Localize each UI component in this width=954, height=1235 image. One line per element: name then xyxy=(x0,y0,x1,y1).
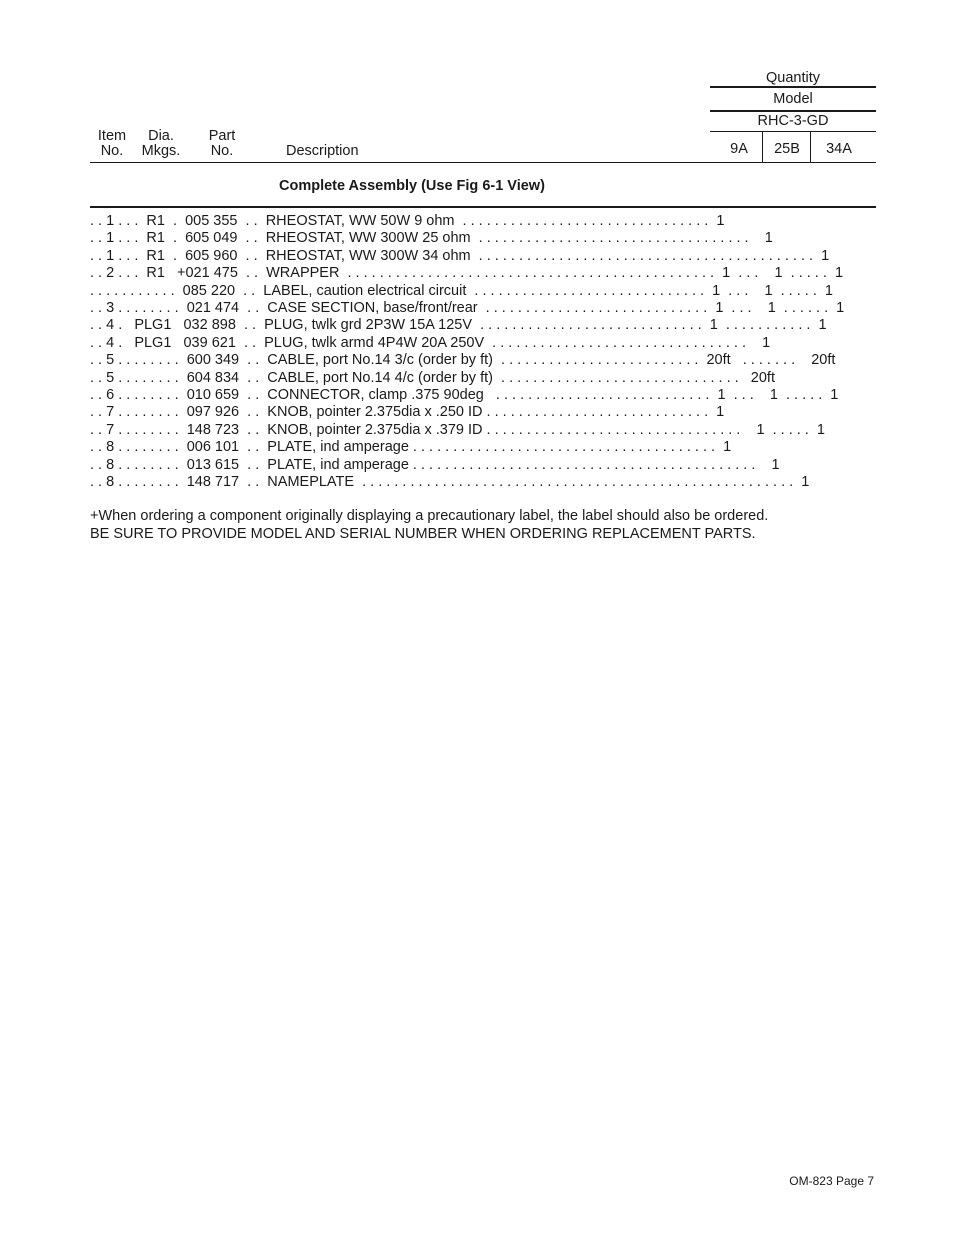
col-part-heading xyxy=(200,129,244,159)
col-item-line-1: Item xyxy=(97,128,127,144)
column-divider-1 xyxy=(762,132,763,162)
col-item-line-2: No. xyxy=(100,143,124,159)
precaution-note: +When ordering a component originally displaying a precautionary label, the label should also be ordered. xyxy=(90,508,769,524)
ordering-note: BE SURE TO PROVIDE MODEL AND SERIAL NUMBER WHEN ORDERING REPLACEMENT PARTS. xyxy=(90,526,756,542)
parts-row: . . 8 . . . . . . . . 148 717 . . NAMEPLATE . . . . . . . . . . . . . . . . . . . . . . . . . . . . . . . . . . . . . . . . . . . . . . . . . . . . . . 1 xyxy=(90,474,810,490)
col-dia-heading xyxy=(136,129,186,159)
page-footer: OM-823 Page 7 xyxy=(789,1174,874,1188)
col-item-heading xyxy=(92,129,132,159)
parts-row: . . 5 . . . . . . . . 600 349 . . CABLE, port No.14 3/c (order by ft) . . . . . . . . . . . . . . . . . . . . . . . . . 20ft . . . . . . . 20ft xyxy=(90,352,836,369)
header-rule-model xyxy=(710,110,876,112)
parts-row: . . 8 . . . . . . . . 013 615 . . PLATE, ind amperage . . . . . . . . . . . . . . . . . . . . . . . . . . . . . . . . . . . . . . . . . . . 1 xyxy=(90,456,780,473)
parts-row: . . 7 . . . . . . . . 148 723 . . KNOB, pointer 2.375dia x .379 ID . . . . . . . . . . . . . . . . . . . . . . . . . . . . . . . . 1 . . . . . 1 xyxy=(90,421,825,438)
parts-row: . . 1 . . . R1 . 605 960 . . RHEOSTAT, WW 300W 34 ohm . . . . . . . . . . . . . . . . . . . . . . . . . . . . . . . . . . . . . . . . . . 1 xyxy=(90,247,830,264)
col-dia-line-2: Mkgs. xyxy=(141,143,181,159)
column-divider-2 xyxy=(810,132,811,162)
quantity-heading: Quantity xyxy=(766,70,820,86)
section-title: Complete Assembly (Use Fig 6-1 View) xyxy=(279,178,545,194)
section-rule xyxy=(90,206,876,208)
parts-row: . . 4 . PLG1 032 898 . . PLUG, twlk grd 2P3W 15A 125V . . . . . . . . . . . . . . . . . . . . . . . . . . . . 1 . . . . . . . . . . . 1 xyxy=(90,317,827,334)
model-name: RHC-3-GD xyxy=(757,113,829,129)
header-rule-quantity xyxy=(710,86,876,88)
parts-row: . . 5 . . . . . . . . 604 834 . . CABLE, port No.14 4/c (order by ft) . . . . . . . . . . . . . . . . . . . . . . . . . . . . . . 20ft xyxy=(90,369,775,386)
parts-row: . . 1 . . . R1 . 005 355 . . RHEOSTAT, WW 50W 9 ohm . . . . . . . . . . . . . . . . . . . . . . . . . . . . . . . 1 xyxy=(90,213,725,229)
col-description-heading: Description xyxy=(286,143,359,159)
col-25b-heading: 25B xyxy=(774,141,800,157)
header-bottom-rule xyxy=(90,162,876,163)
parts-row: . . 8 . . . . . . . . 006 101 . . PLATE, ind amperage . . . . . . . . . . . . . . . . . . . . . . . . . . . . . . . . . . . . . . 1 xyxy=(90,439,732,456)
header-rule-model-name xyxy=(710,131,876,132)
parts-row: . . 6 . . . . . . . . 010 659 . . CONNECTOR, clamp .375 90deg . . . . . . . . . . . . . . . . . . . . . . . . . . . 1 . . . 1 . . . . . 1 xyxy=(90,387,839,403)
parts-row: . . 7 . . . . . . . . 097 926 . . KNOB, pointer 2.375dia x .250 ID . . . . . . . . . . . . . . . . . . . . . . . . . . . . 1 xyxy=(90,404,725,421)
col-dia-line-1: Dia. xyxy=(148,128,174,144)
parts-row: . . 3 . . . . . . . . 021 474 . . CASE SECTION, base/front/rear . . . . . . . . . . . . . . . . . . . . . . . . . . . . 1 . . . 1 . . . . . . 1 xyxy=(90,300,845,316)
col-part-line-1: Part xyxy=(208,128,236,144)
col-part-line-2: No. xyxy=(210,143,234,159)
parts-row: . . 1 . . . R1 . 605 049 . . RHEOSTAT, WW 300W 25 ohm . . . . . . . . . . . . . . . . . . . . . . . . . . . . . . . . . . 1 xyxy=(90,230,773,247)
col-9a-heading: 9A xyxy=(730,141,748,157)
parts-row: . . 2 . . . R1 +021 475 . . WRAPPER . . . . . . . . . . . . . . . . . . . . . . . . . . . . . . . . . . . . . . . . . . . . . . 1 . . . 1 . . . . . 1 xyxy=(90,265,844,282)
parts-row: . . . . . . . . . . . 085 220 . . LABEL, caution electrical circuit . . . . . . . . . . . . . . . . . . . . . . . . . . . . . 1 . . . 1 . . . . . 1 xyxy=(90,282,833,299)
parts-row: . . 4 . PLG1 039 621 . . PLUG, twlk armd 4P4W 20A 250V . . . . . . . . . . . . . . . . . . . . . . . . . . . . . . . . 1 xyxy=(90,334,771,351)
model-heading: Model xyxy=(773,91,813,107)
col-34a-heading: 34A xyxy=(826,141,852,157)
